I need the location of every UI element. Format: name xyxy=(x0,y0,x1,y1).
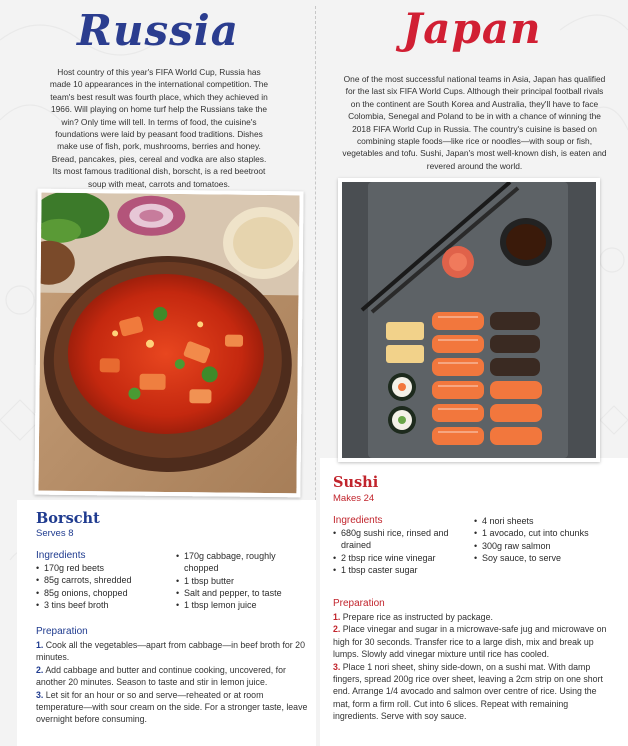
sushi-preparation-steps xyxy=(333,611,615,723)
preparation-step: 3. Place 1 nori sheet, shiny side-down, on a sushi mat. With damp fingers, spread 200g rice over sheet, leaving a 2cm strip on one short end. Arrange 1/4 avocado and salmon over centre of rice. Using the mat, form a firm roll. Cut into 6 slices. Repeat with remaining ingredients. Serve with soy sauce. xyxy=(333,661,603,722)
sushi-preparation-heading: Preparation xyxy=(333,598,385,609)
ingredient-item: • Soy sauce, to serve xyxy=(474,552,614,564)
ingredient-item: • 1 tbsp caster sugar xyxy=(333,564,468,576)
ingredient-item: • 170g red beets xyxy=(36,562,171,574)
ingredient-item: • 3 tins beef broth xyxy=(36,599,171,611)
sushi-ingredients-heading: Ingredients xyxy=(333,515,383,526)
russia-title: Russia xyxy=(77,6,239,55)
borscht-recipe-title: Borscht xyxy=(36,510,100,527)
borscht-ingredients-list-1 xyxy=(36,562,171,611)
japan-title: Japan xyxy=(402,4,542,53)
borscht-image xyxy=(38,193,299,494)
ingredient-item: • 1 avocado, cut into chunks xyxy=(474,527,614,539)
preparation-step: 2. Add cabbage and butter and continue cooking, uncovered, for another 20 minutes. Season to taste and stir in lemon juice. xyxy=(36,664,286,688)
ingredient-item: • 4 nori sheets xyxy=(474,515,614,527)
sushi-recipe-title: Sushi xyxy=(333,474,379,491)
preparation-step: 1. Prepare rice as instructed by package. xyxy=(333,612,493,622)
ingredient-item: • 680g sushi rice, rinsed and drained xyxy=(333,527,468,552)
japan-intro: One of the most successful national teams in Asia, Japan has qualified for the last six FIFA World Cups. Although their principal football rivals on the continent are South Korea and Australia, they'll have to face Colombia, Senegal and Poland to be in with a chance of winning the 2018 FIFA World Cup in Russia. The country's cuisine is based on combining staple foods—like rice or noodles—with soup or fish, vegetables and tofu. Sushi, Japan's most well-known dish, is eaten and revered around the world. xyxy=(342,74,607,171)
ingredient-item: • 300g raw salmon xyxy=(474,540,614,552)
ingredient-item: • 2 tbsp rice wine vinegar xyxy=(333,552,468,564)
borscht-photo xyxy=(34,189,303,498)
ingredient-item: • 1 tbsp butter xyxy=(176,575,306,587)
sushi-makes: Makes 24 xyxy=(333,493,375,504)
sushi-image xyxy=(342,182,596,458)
ingredient-item: • 85g onions, chopped xyxy=(36,587,171,599)
borscht-preparation-steps xyxy=(36,639,308,726)
preparation-step: 1. Cook all the vegetables—apart from cabbage—in beef broth for 20 minutes. xyxy=(36,640,305,663)
borscht-ingredients-heading: Ingredients xyxy=(36,550,86,561)
borscht-serves: Serves 8 xyxy=(36,528,74,539)
ingredient-item: • Salt and pepper, to taste xyxy=(176,587,306,599)
ingredient-item: • 1 tbsp lemon juice xyxy=(176,599,306,611)
preparation-step: 3. Let sit for an hour or so and serve—reheated or at room temperature—with sour cream on the side. For a stronger taste, leave overnight before consuming. xyxy=(36,689,308,725)
ingredient-item: • 170g cabbage, roughly chopped xyxy=(176,550,306,575)
russia-intro: Host country of this year's FIFA World Cup, Russia has made 10 appearances in the international competition. The team's best result was fourth place, which they achieved in 1966. Will playing on home turf help the Russians take the win? Only time will tell. In terms of food, the cuisine's foundations were laid by peasant food traditions. Dishes make use of fish, pork, mushrooms, berries and honey. Bread, pancakes, pies, cereal and vodka are also staples. Its most famous traditional dish, borscht, is a red beetroot soup with meat, carrots and tomatoes. xyxy=(49,67,269,189)
ingredient-item: • 85g carrots, shredded xyxy=(36,574,171,586)
borscht-preparation-heading: Preparation xyxy=(36,626,88,637)
sushi-ingredients-list-1 xyxy=(333,527,468,576)
sushi-photo xyxy=(338,178,600,462)
sushi-ingredients-list-2 xyxy=(474,515,614,564)
preparation-step: 2. Place vinegar and sugar in a microwave-safe jug and microwave on high for 30 seconds. Transfer rice to a large dish, mix and break up lumps. Slowly add vinegar mixture until rice has cooled. xyxy=(333,624,607,660)
borscht-ingredients-list-2 xyxy=(176,550,306,611)
